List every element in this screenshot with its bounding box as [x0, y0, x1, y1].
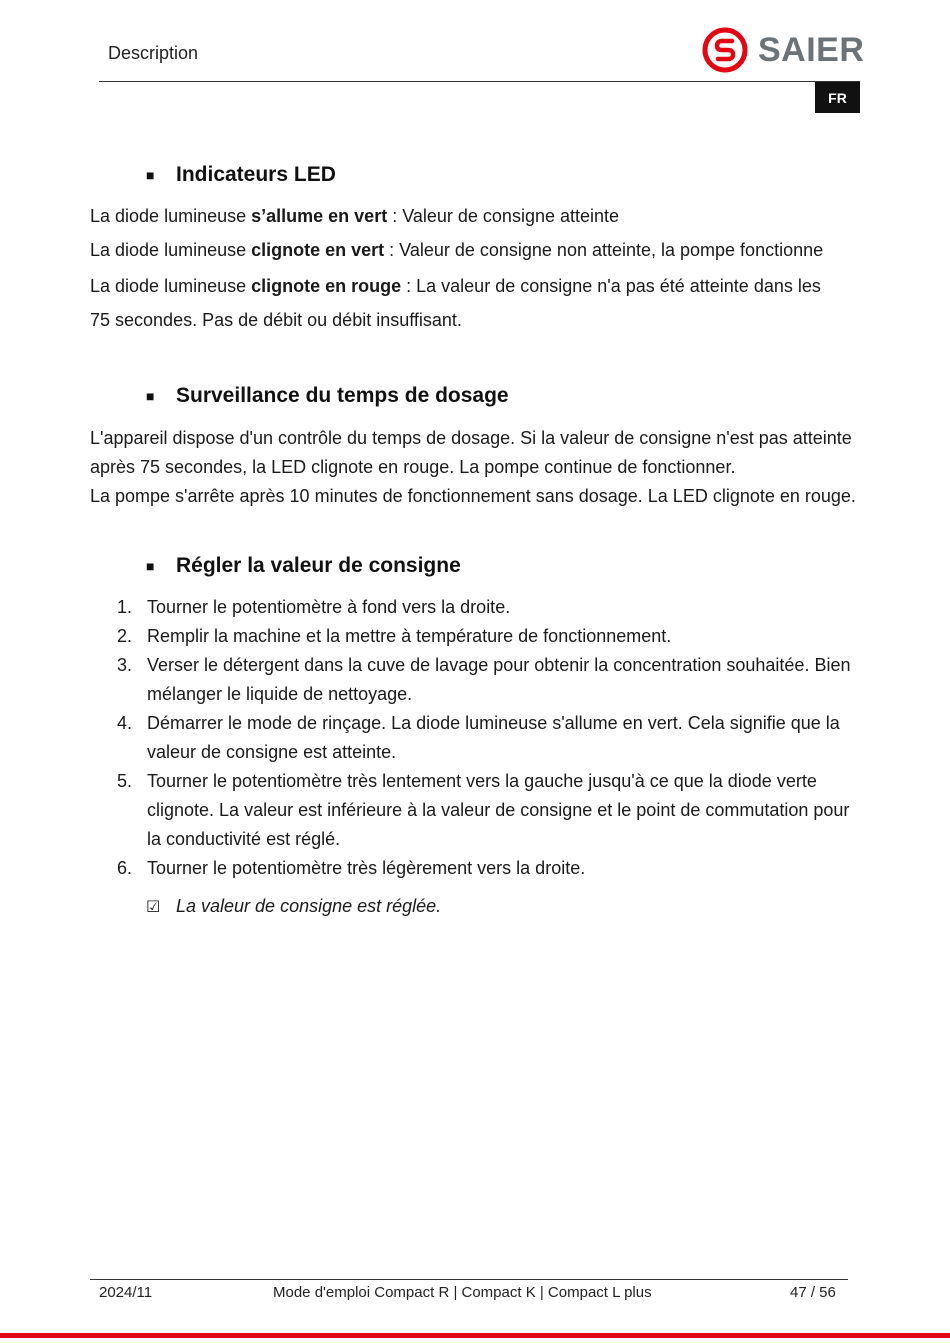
led-line-3: La diode lumineuse clignote en rouge : La valeur de consigne n'a pas été atteinte dans les 75 secondes. Pas de débit ou débit insuffisant.: [90, 276, 821, 330]
square-bullet-icon: ■: [146, 388, 155, 404]
logo-text: SAIER: [758, 30, 865, 69]
list-item: 4. Démarrer le mode de rinçage. La diode lumineuse s'allume en vert. Cela signifie que la valeur de consigne est atteinte.: [117, 713, 840, 762]
list-item: 6. Tourner le potentiomètre très légèrement vers la droite.: [117, 858, 586, 878]
led-line-1: La diode lumineuse s’allume en vert : Valeur de consigne atteinte: [90, 206, 620, 226]
saier-logo-icon: [702, 27, 748, 73]
list-item: 5. Tourner le potentiomètre très lentement vers la gauche jusqu'à ce que la diode verte clignote. La valeur est inférieure à la valeur de consigne et le point de commutation pour la conductivité est réglé.: [117, 771, 850, 849]
setpoint-steps-list: [90, 593, 860, 883]
section-title: Surveillance du temps de dosage: [176, 384, 509, 407]
section-heading-led: [146, 163, 336, 187]
header-divider: [99, 81, 860, 82]
footer-document-title: Mode d'emploi Compact R | Compact K | Compact L plus: [273, 1284, 652, 1301]
language-badge: FR: [815, 82, 860, 113]
square-bullet-icon: ■: [146, 167, 155, 183]
result-line: [146, 896, 441, 917]
led-line-2: La diode lumineuse clignote en vert : Valeur de consigne non atteinte, la pompe fonctionne: [90, 240, 824, 260]
list-item: 2. Remplir la machine et la mettre à température de fonctionnement.: [117, 626, 672, 646]
header-section-label: Description: [108, 43, 199, 63]
checkbox-checked-icon: ☑: [146, 898, 161, 916]
surveillance-paragraph-2: La pompe s'arrête après 10 minutes de fonctionnement sans dosage. La LED clignote en rouge.: [90, 486, 856, 506]
square-bullet-icon: ■: [146, 558, 155, 574]
result-text: La valeur de consigne est réglée.: [176, 896, 442, 916]
list-item: 1. Tourner le potentiomètre à fond vers la droite.: [117, 597, 511, 617]
surveillance-paragraph-1: L'appareil dispose d'un contrôle du temps de dosage. Si la valeur de consigne n'est pas atteinte après 75 secondes, la LED clignote en rouge. La pompe continue de fonctionner.: [90, 428, 852, 477]
bottom-accent-bar: [0, 1333, 950, 1338]
footer-divider: [90, 1279, 848, 1280]
section-heading-setpoint: [146, 554, 461, 578]
section-title: Indicateurs LED: [176, 163, 336, 186]
section-title: Régler la valeur de consigne: [176, 554, 461, 577]
footer-date: 2024/11: [99, 1284, 153, 1301]
list-item: 3. Verser le détergent dans la cuve de lavage pour obtenir la concentration souhaitée. Bien mélanger le liquide de nettoyage.: [117, 655, 851, 704]
saier-logo: [702, 26, 864, 74]
footer-page-number: 47 / 56: [790, 1284, 836, 1301]
section-heading-surveillance: [146, 384, 509, 408]
